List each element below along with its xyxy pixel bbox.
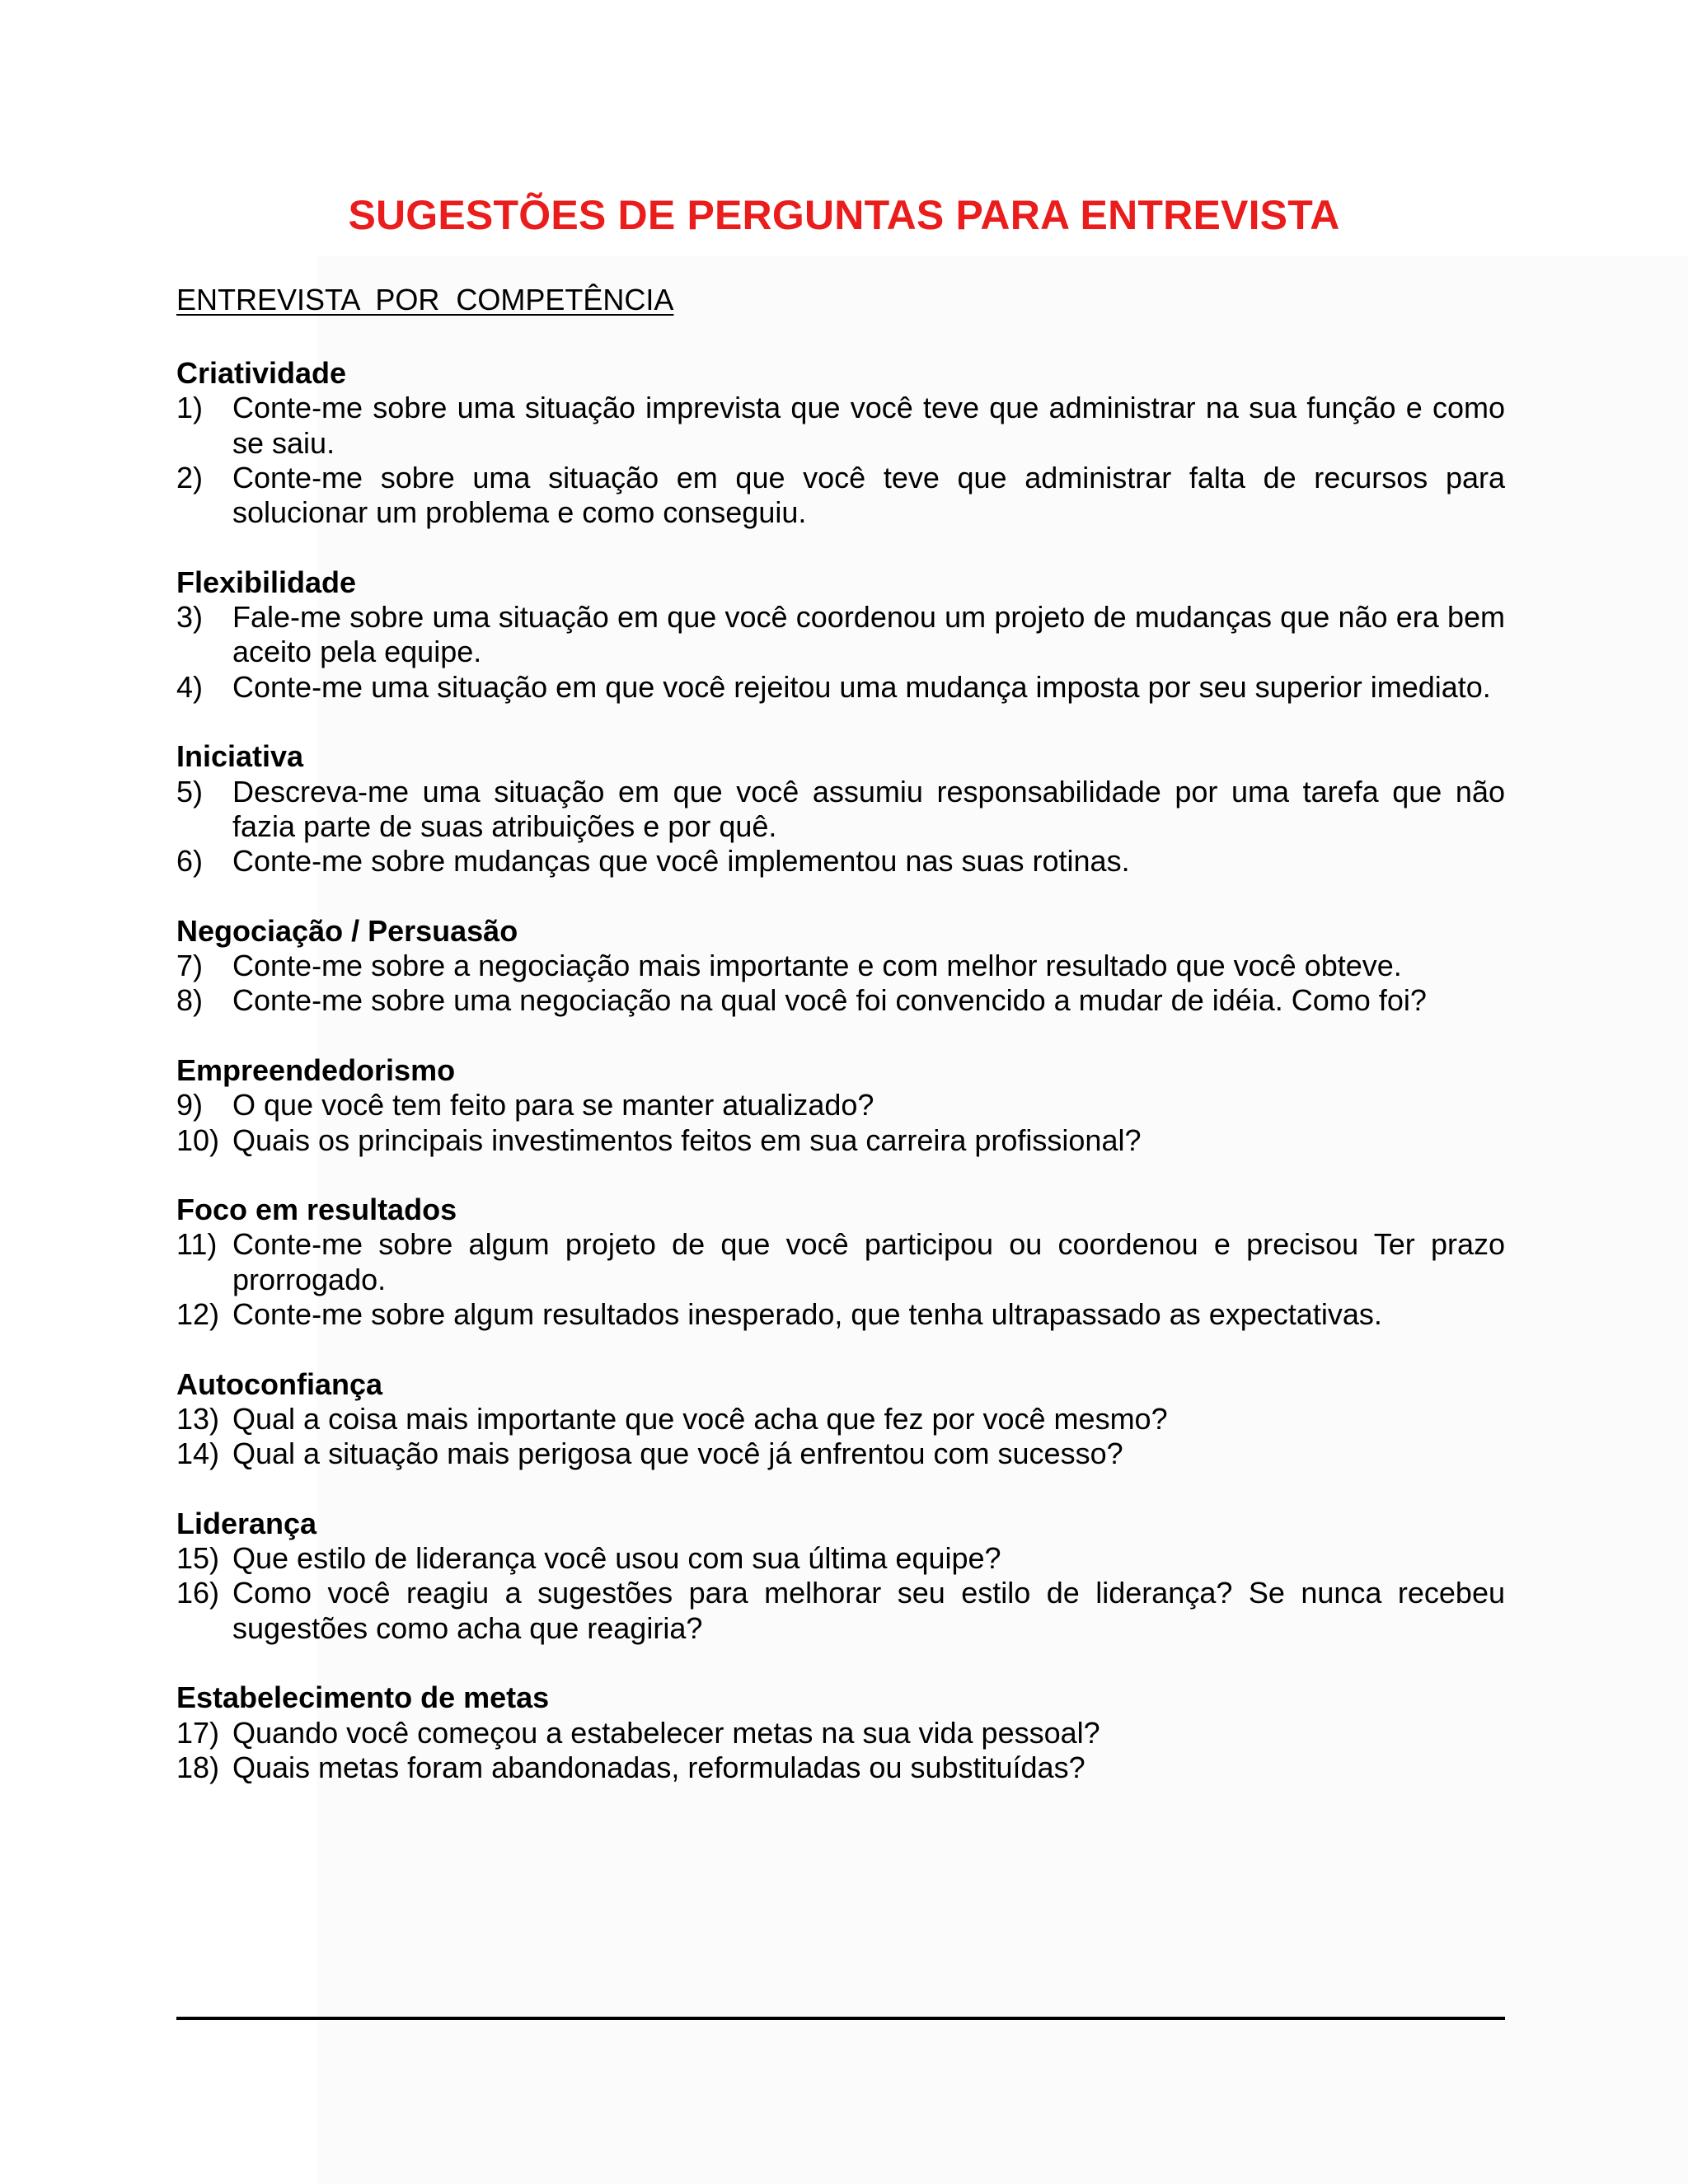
- question-number: 7): [176, 949, 204, 983]
- question-item: [176, 844, 1505, 879]
- section-heading: Criatividade: [176, 356, 347, 390]
- section-heading: Estabelecimento de metas: [176, 1680, 550, 1715]
- question-text: Descreva-me uma situação em que você assumiu responsabilidade por uma tarefa que não fazia parte de suas atribuições e por quê.: [232, 774, 1505, 843]
- question-text: Quais os principais investimentos feitos em sua carreira profissional?: [232, 1122, 1142, 1157]
- section-negociacao-persuasao: [176, 914, 1505, 1019]
- question-number: 15): [176, 1541, 220, 1576]
- question-number: 2): [176, 460, 204, 494]
- question-text: Quais metas foram abandonadas, reformuladas ou substituídas?: [232, 1750, 1085, 1784]
- question-number: 3): [176, 600, 204, 635]
- question-item: [176, 391, 1505, 461]
- question-text: Conte-me sobre algum projeto de que você participou ou coordenou e precisou Ter prazo prorrogado.: [232, 1227, 1505, 1296]
- section-heading: Flexibilidade: [176, 565, 357, 599]
- question-text: Conte-me sobre mudanças que você implementou nas suas rotinas.: [232, 844, 1130, 879]
- question-text: Quando você começou a estabelecer metas na sua vida pessoal?: [232, 1715, 1100, 1750]
- sections-list: [176, 356, 1505, 1820]
- question-text: Conte-me uma situação em que você rejeitou uma mudança imposta por seu superior imediato.: [232, 669, 1491, 704]
- section-lideranca: [176, 1507, 1505, 1646]
- section-iniciativa: [176, 739, 1505, 879]
- section-heading: Liderança: [176, 1506, 317, 1540]
- question-number: 14): [176, 1436, 220, 1471]
- question-number: 12): [176, 1297, 220, 1332]
- question-number: 10): [176, 1122, 220, 1157]
- document-subtitle: ENTREVISTA POR COMPETÊNCIA: [176, 283, 674, 316]
- question-item: [176, 670, 1505, 705]
- section-heading: Foco em resultados: [176, 1193, 457, 1227]
- section-autoconfianca: [176, 1367, 1505, 1472]
- question-number: 1): [176, 391, 204, 425]
- question-number: 6): [176, 844, 204, 879]
- section-heading: Iniciativa: [176, 739, 304, 774]
- question-item: [176, 949, 1505, 983]
- question-item: [176, 1088, 1505, 1122]
- question-text: Qual a coisa mais importante que você acha que fez por você mesmo?: [232, 1401, 1168, 1436]
- question-text: Que estilo de liderança você usou com sua última equipe?: [232, 1541, 1001, 1576]
- question-number: 17): [176, 1715, 220, 1750]
- question-text: Conte-me sobre uma situação imprevista que você teve que administrar na sua função e como se saiu.: [232, 391, 1505, 460]
- section-criatividade: [176, 356, 1505, 530]
- section-heading: Negociação / Persuasão: [176, 913, 518, 948]
- section-heading: Empreendedorismo: [176, 1052, 456, 1087]
- question-text: Fale-me sobre uma situação em que você coordenou um projeto de mudanças que não era bem aceito pela equipe.: [232, 600, 1505, 669]
- question-number: 5): [176, 774, 204, 808]
- question-number: 11): [176, 1227, 218, 1262]
- question-number: 13): [176, 1401, 220, 1436]
- question-number: 4): [176, 669, 204, 704]
- question-item: [176, 600, 1505, 670]
- question-item: [176, 775, 1505, 845]
- question-item: [176, 1227, 1505, 1297]
- question-item: [176, 1297, 1505, 1332]
- section-estabelecimento-de-metas: [176, 1680, 1505, 1785]
- question-number: 8): [176, 983, 204, 1018]
- document-title: SUGESTÕES DE PERGUNTAS PARA ENTREVISTA: [348, 192, 1340, 238]
- question-text: Conte-me sobre algum resultados inesperado, que tenha ultrapassado as expectativas.: [232, 1297, 1382, 1332]
- question-number: 18): [176, 1750, 220, 1784]
- question-text: Conte-me sobre uma negociação na qual você foi convencido a mudar de idéia. Como foi?: [232, 983, 1427, 1018]
- section-empreendedorismo: [176, 1053, 1505, 1158]
- question-number: 9): [176, 1088, 204, 1122]
- section-foco-em-resultados: [176, 1193, 1505, 1332]
- question-item: [176, 1750, 1505, 1785]
- question-item: [176, 1541, 1505, 1576]
- question-text: Como você reagiu a sugestões para melhorar seu estilo de liderança? Se nunca recebeu sugestões como acha que reagiria?: [232, 1576, 1505, 1645]
- question-item: [176, 1123, 1505, 1158]
- question-item: [176, 1716, 1505, 1750]
- footer-divider: [176, 2017, 1505, 2020]
- question-number: 16): [176, 1576, 220, 1610]
- question-text: Conte-me sobre uma situação em que você teve que administrar falta de recursos para solucionar um problema e como conseguiu.: [232, 460, 1505, 530]
- question-text: Qual a situação mais perigosa que você já enfrentou com sucesso?: [232, 1436, 1123, 1471]
- question-item: [176, 1436, 1505, 1471]
- section-flexibilidade: [176, 565, 1505, 705]
- question-text: O que você tem feito para se manter atualizado?: [232, 1088, 874, 1122]
- question-item: [176, 461, 1505, 531]
- question-text: Conte-me sobre a negociação mais importante e com melhor resultado que você obteve.: [232, 949, 1402, 983]
- question-item: [176, 983, 1505, 1018]
- section-heading: Autoconfiança: [176, 1366, 383, 1401]
- question-item: [176, 1576, 1505, 1646]
- question-item: [176, 1402, 1505, 1436]
